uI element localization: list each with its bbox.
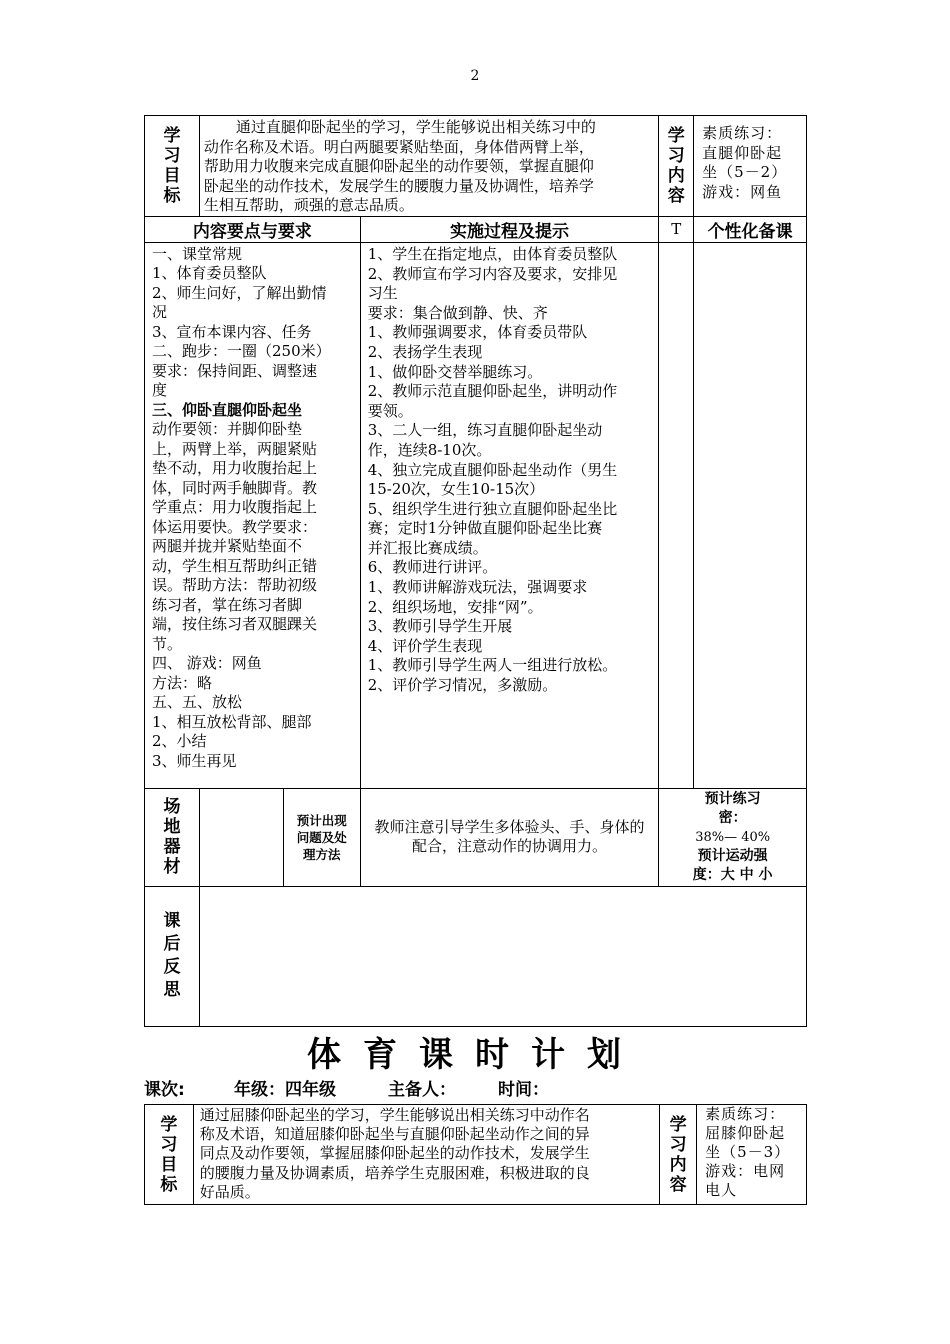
reflection-cell bbox=[199, 886, 806, 1026]
personal-cell bbox=[694, 242, 807, 788]
meta-author: 主备人： bbox=[388, 1080, 456, 1100]
reflection-label: 课 后 反 思 bbox=[145, 886, 200, 1026]
t-cell bbox=[659, 242, 694, 788]
header-process: 实施过程及提示 bbox=[360, 216, 659, 242]
content-label: 学 习 内 容 bbox=[659, 116, 694, 217]
page-title: 体育课时计划 bbox=[307, 1035, 643, 1075]
points-cell: 一、课堂常规 1、体育委员整队 2、师生问好，了解出勤情 况 3、宣布本课内容、任务 二、跑步：一圈（250米） 要求：保持间距、调整速 度 三、仰卧直腿仰卧起坐 动作要领：并脚仰卧垫 上，两臂上举，两腿紧贴 垫不动，用力收腹抬起上 体，同时两手触脚背。教 学重点：用力收腹指起上 体运用要快。教学要求： 两腿并拢并紧贴垫面不 动，学生相互帮助纠正错 误。帮助方法：帮助初级 练习者，掌在练习者脚 端，按住练习者双腿踝关 节。 四、 游戏：网鱼 方法：略 五、五、放松 1、相互放松背部、腿部 2、小结 3、师生再见 bbox=[145, 242, 361, 788]
venue-cell bbox=[199, 788, 283, 886]
problem-text: 教师注意引导学生多体验头、手、身体的 配合，注意动作的协调用力。 bbox=[360, 788, 659, 886]
content-label-2: 学 习 内 容 bbox=[660, 1105, 697, 1205]
content-text-2: 素质练习： 屈膝仰卧起 坐（5－3） 游戏：电网 电人 bbox=[697, 1105, 807, 1205]
goal-text: 通过直腿仰卧起坐的学习，学生能够说出相关练习中的 动作名称及术语。明白两腿要紧贴垫面，身体借两臂上举， 帮助用力收腹来完成直腿仰卧起坐的动作要领，掌握直腿仰 卧起坐的动作技术，发展学生的腰腹力量及协调性，培养学 生相互帮助，顽强的意志品质。 bbox=[199, 116, 658, 217]
content-text: 素质练习： 直腿仰卧起 坐（5－2） 游戏：网鱼 bbox=[694, 116, 807, 217]
density-cell: 预计练习 密： 38%— 40% 预计运动强 度：大 中 小 bbox=[659, 788, 807, 886]
goal-label-2: 学 习 目 标 bbox=[145, 1105, 194, 1205]
venue-label: 场 地 器 材 bbox=[145, 788, 200, 886]
header-points: 内容要点与要求 bbox=[145, 216, 361, 242]
meta-time: 时间： bbox=[498, 1080, 549, 1100]
goal-label: 学 习 目 标 bbox=[145, 116, 200, 217]
meta-lesson: 课次: bbox=[144, 1080, 185, 1100]
lesson-plan-table-2 bbox=[144, 1104, 807, 1205]
lesson-plan-table bbox=[144, 115, 807, 1027]
header-personal: 个性化备课 bbox=[694, 216, 807, 242]
process-cell: 1、学生在指定地点，由体育委员整队 2、教师宣布学习内容及要求，安排见 习生 要求：集合做到静、快、齐 1、教师强调要求，体育委员带队 2、表扬学生表现 1、做仰卧交替举腿练习。 2、教师示范直腿仰卧起坐，讲明动作 要领。 3、二人一组，练习直腿仰卧起坐动 作，连续8-10次。 4、独立完成直腿仰卧起坐动作（男生 15-20次，女生10-15次） 5、组织学生进行独立直腿仰卧起坐比 赛；定时1分钟做直腿仰卧起坐比赛 并汇报比赛成绩。 6、教师进行讲评。 1、教师讲解游戏玩法，强调要求 2、组织场地，安排“网”。 3、教师引导学生开展 4、评价学生表现 1、教师引导学生两人一组进行放松。 2、评价学习情况，多激励。 bbox=[360, 242, 659, 788]
problem-label: 预计出现 问题及处 理方法 bbox=[283, 788, 360, 886]
header-t: T bbox=[659, 216, 694, 242]
goal-text-2: 通过屈膝仰卧起坐的学习，学生能够说出相关练习中动作名 称及术语，知道屈膝仰卧起坐与直腿仰卧起坐动作之间的异 同点及动作要领，掌握屈膝仰卧起坐的动作技术，发展学生 的腰腹力量及协调素质，培养学生克服困难，积极进取的良 好品质。 bbox=[193, 1105, 659, 1205]
meta-grade: 年级：四年级 bbox=[234, 1080, 336, 1100]
page-number: 2 bbox=[470, 68, 480, 84]
